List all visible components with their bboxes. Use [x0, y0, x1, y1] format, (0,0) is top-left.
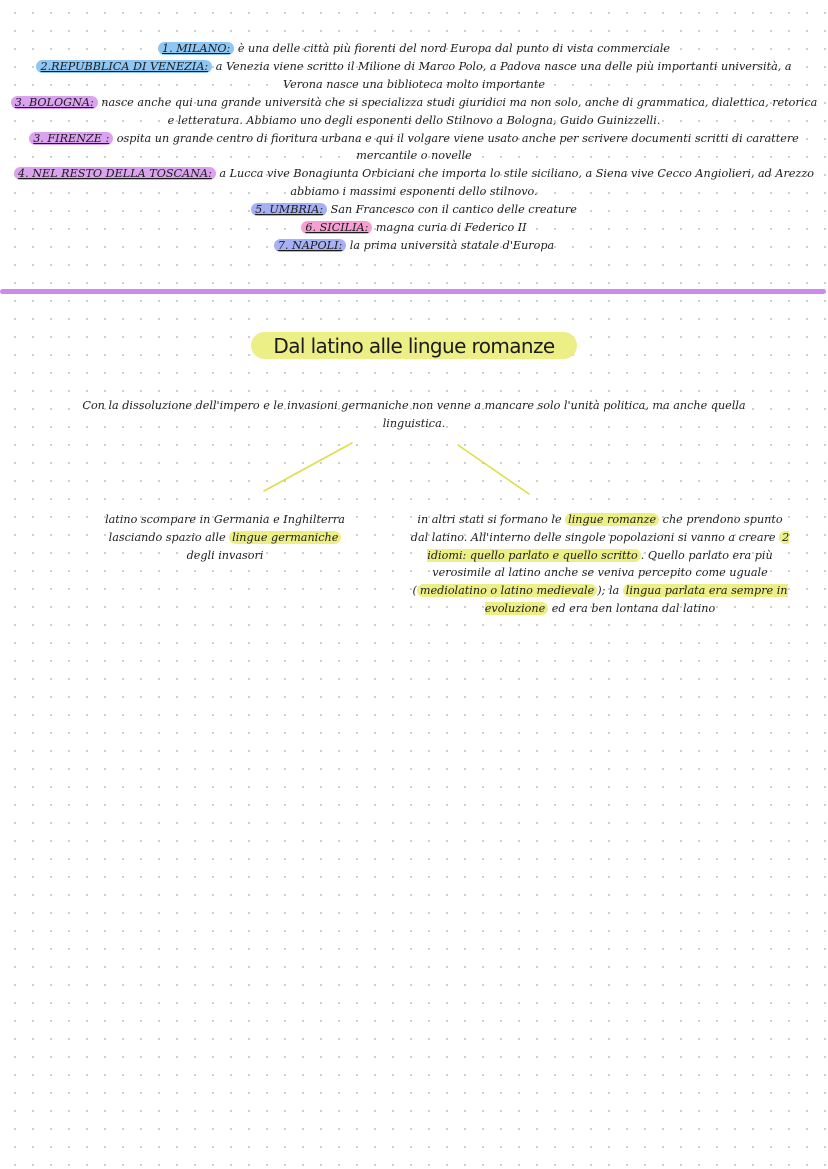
right-branch-part: ed era ben lontana dal latino	[548, 601, 716, 615]
city-label: 5. UMBRIA:	[251, 203, 327, 216]
city-label: 4. NEL RESTO DELLA TOSCANA:	[14, 167, 216, 180]
cities-notes	[0, 40, 828, 255]
section-title-wrap	[0, 332, 828, 359]
right-branch-part: in altri stati si formano le	[417, 513, 566, 526]
city-label: 3. FIRENZE :	[29, 132, 113, 145]
city-milano	[104, 40, 724, 58]
city-text: a Venezia viene scritto il Milione di Marco Polo, a Padova nasce una delle più importanti università, a Verona nasce una biblioteca molto importante	[212, 59, 792, 91]
left-branch-before: latino scompare in Germania e Inghilterra lasciando spazio alle	[105, 513, 345, 544]
city-text: San Francesco con il cantico delle creature	[327, 203, 577, 217]
city-text: a Lucca vive Bonagiunta Orbiciani che importa lo stile siciliano, a Siena vive Cecco Angiolieri, ad Arezzo abbiamo i massimi esponenti dello stilnovo.	[215, 167, 814, 199]
left-branch-highlight: lingue germaniche	[229, 531, 341, 544]
left-branch-line	[264, 443, 352, 491]
city-label: 3. BOLOGNA:	[11, 96, 98, 109]
right-branch-highlight: mediolatino o latino medievale	[417, 584, 597, 597]
right-branch-highlight: lingua parlata era sempre in evoluzione	[484, 584, 788, 615]
city-label: 7. NAPOLI:	[274, 239, 346, 252]
city-bologna	[8, 94, 820, 130]
right-branch-line	[458, 445, 529, 494]
city-napoli	[34, 237, 794, 255]
city-label: 1. MILANO:	[158, 42, 234, 55]
city-label: 6. SICILIA:	[301, 221, 372, 234]
right-branch-part: . Quello parlato era più verosimile al latino anche se veniva percepito come uguale (	[412, 548, 773, 598]
right-branch-part: che prendono spunto dal latino. All'interno delle singole popolazioni si vanno a creare	[410, 513, 783, 544]
intro-text: Con la dissoluzione dell'impero e le invasioni germaniche non venne a mancare solo l'unità politica, ma anche quella linguistica.	[82, 399, 746, 430]
left-branch-after: degli invasori	[186, 548, 264, 562]
city-firenze	[8, 130, 820, 166]
city-text: ospita un grande centro di fioritura urbana e qui il volgare viene usato anche per scrivere documenti scritti di carattere mercantile o novelle	[113, 131, 799, 163]
city-venezia	[19, 58, 809, 94]
right-branch-text	[408, 511, 792, 618]
city-text: la prima università statale d'Europa	[346, 238, 555, 252]
city-umbria	[34, 201, 794, 219]
city-sicilia	[34, 219, 794, 237]
city-text: è una delle città più fiorenti del nord Europa dal punto di vista commerciale	[234, 42, 671, 55]
right-branch-highlight: 2 idiomi: quello parlato e quello scritto	[427, 530, 790, 562]
city-label: 2.REPUBBLICA DI VENEZIA:	[36, 60, 212, 73]
section-title: Dal latino alle lingue romanze	[251, 332, 576, 359]
right-branch-part: ); la	[597, 584, 623, 598]
city-text: magna curia di Federico II	[372, 221, 527, 235]
right-branch-highlight: lingue romanze	[565, 513, 659, 526]
left-branch-text	[96, 511, 354, 564]
section-divider	[0, 289, 826, 294]
city-toscana	[8, 165, 820, 201]
city-text: nasce anche qui una grande università che si specializza studi giuridici ma non solo, anche di grammatica, dialettica, retorica e letteratura. Abbiamo uno degli esponenti dello Stilnovo a Bologna, Guido Guinizzelli.	[97, 95, 818, 127]
